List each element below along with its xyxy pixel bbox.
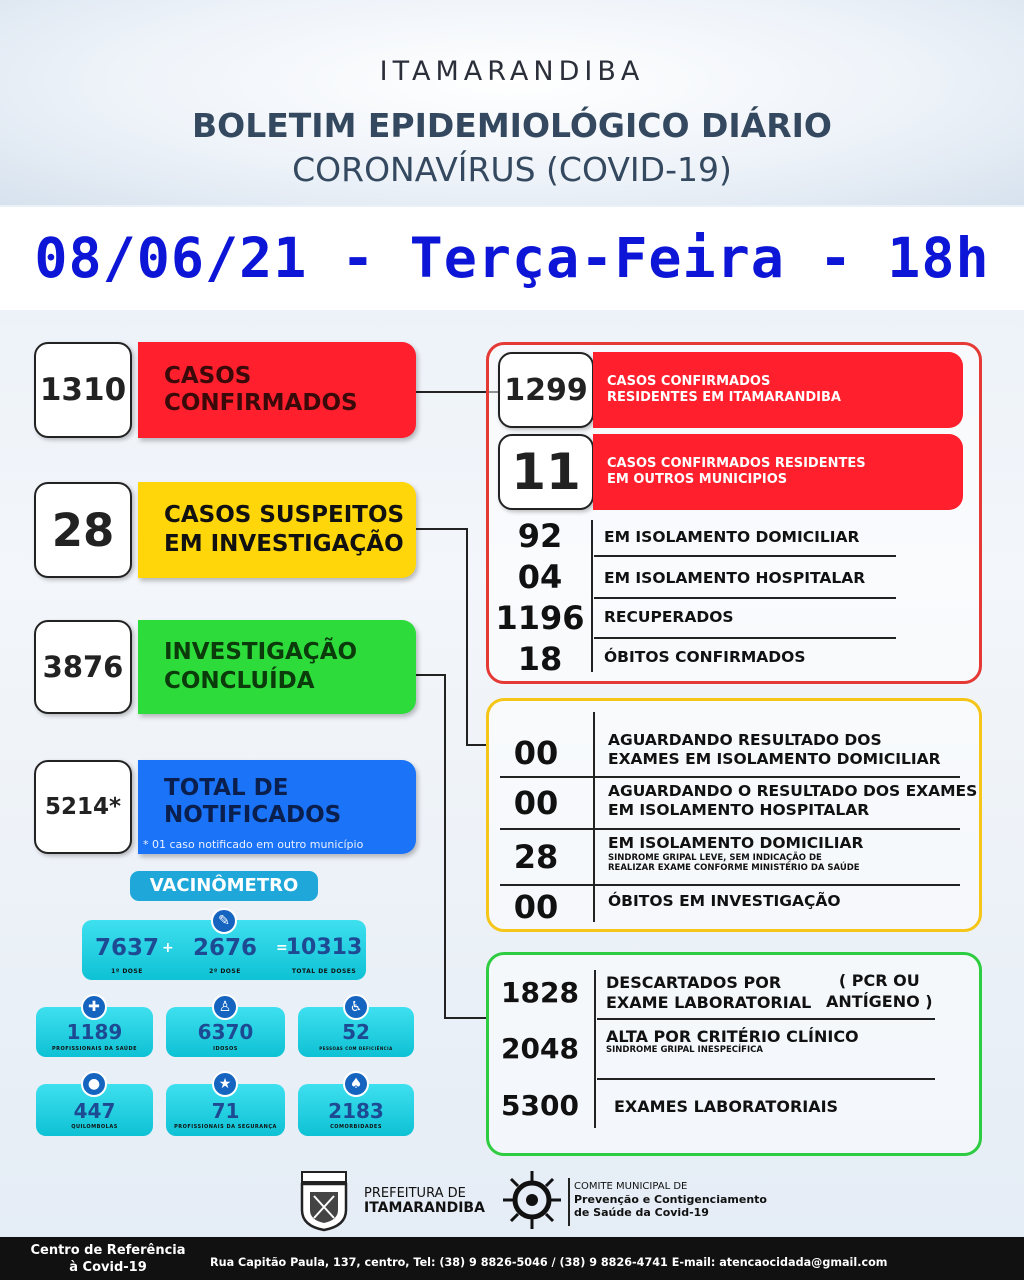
divider xyxy=(591,520,593,672)
suspect-label-2: EM INVESTIGAÇÃO xyxy=(164,531,404,557)
plus-sign: + xyxy=(162,940,174,956)
city-coat-of-arms-logo xyxy=(296,1170,352,1232)
deaths-investigation-count: 00 xyxy=(513,888,559,926)
test-type-line2: ANTÍGENO ) xyxy=(826,992,933,1011)
elderly-icon: ♙ xyxy=(212,994,238,1020)
virus-logo xyxy=(500,1168,564,1232)
residents-card xyxy=(593,352,963,428)
divider xyxy=(597,1018,935,1020)
vaccine-meter-title: VACINÔMETRO xyxy=(130,871,318,901)
concluded-card xyxy=(138,620,416,714)
dose2-count: 2676 xyxy=(192,935,257,961)
group-elderly-count: 6370 xyxy=(197,1020,254,1044)
group-elderly-label: IDOSOS xyxy=(213,1046,238,1052)
health-worker-icon: ✚ xyxy=(81,994,107,1020)
mild-isolation-label xyxy=(608,834,863,873)
connector-line xyxy=(444,1017,488,1019)
group-health-count: 1189 xyxy=(66,1020,123,1044)
clinical-discharge-label xyxy=(606,1027,859,1055)
divider xyxy=(597,1078,935,1080)
hospital-isolation-count: 04 xyxy=(517,558,563,596)
reference-center xyxy=(8,1242,208,1276)
prefeitura-line1: PREFEITURA DE xyxy=(364,1186,466,1201)
city-name: ITAMARANDIBA xyxy=(379,56,645,87)
awaiting-hospital-line1: AGUARDANDO O RESULTADO DOS EXAMES xyxy=(608,782,978,800)
page-title: BOLETIM EPIDEMIOLÓGICO DIÁRIO xyxy=(192,106,832,145)
group-quilombolas-label: QUILOMBOLAS xyxy=(71,1124,118,1130)
divider xyxy=(594,555,896,557)
divider xyxy=(500,884,960,886)
clinical-discharge-note: SINDROME GRIPAL INESPECÍFICA xyxy=(606,1045,763,1055)
residents-label-2: RESIDENTES EM ITAMARANDIBA xyxy=(607,390,841,405)
person-icon: ● xyxy=(81,1071,107,1097)
total-doses-label: TOTAL DE DOSES xyxy=(291,968,357,975)
concluded-count: 3876 xyxy=(34,620,132,714)
group-comorbidities-label: COMORBIDADES xyxy=(330,1124,382,1130)
connector-line xyxy=(415,528,467,530)
suspect-count: 28 xyxy=(34,482,132,578)
divider xyxy=(500,828,960,830)
awaiting-hospital-line2: EM ISOLAMENTO HOSPITALAR xyxy=(608,801,870,819)
test-type-note xyxy=(826,970,933,1012)
notified-label-1: TOTAL DE xyxy=(164,775,289,801)
home-isolation-count: 92 xyxy=(517,517,563,555)
awaiting-hospital-label xyxy=(608,782,977,820)
discarded-line1: DESCARTADOS POR xyxy=(606,973,782,992)
footer-address: Rua Capitão Paula, 137, centro, Tel: (38) 9 8826-5046 / (38) 9 8826-4741 E-mail: atencaocidada@gmail.com xyxy=(210,1256,888,1269)
connector-line xyxy=(444,674,446,1018)
connector-line xyxy=(415,674,445,676)
committee-text xyxy=(574,1180,767,1219)
police-icon: ★ xyxy=(212,1071,238,1097)
other-municipality-label-1: CASOS CONFIRMADOS RESIDENTES xyxy=(607,456,866,471)
awaiting-home-line1: AGUARDANDO RESULTADO DOS xyxy=(608,731,882,749)
concluded-label-1: INVESTIGAÇÃO xyxy=(164,639,358,665)
dose1-label: 1º DOSE xyxy=(111,968,143,975)
lab-exams-count: 5300 xyxy=(501,1089,579,1122)
connector-line xyxy=(466,744,488,746)
divider xyxy=(594,970,596,1128)
lab-exams-label: EXAMES LABORATORIAIS xyxy=(614,1097,839,1116)
syringe-icon: ✎ xyxy=(211,908,237,934)
dose1-count: 7637 xyxy=(94,935,159,961)
date-banner: 08/06/21 - Terça-Feira - 18h xyxy=(0,207,1024,310)
committee-line2: Prevenção e Contigenciamento xyxy=(574,1193,767,1206)
discarded-line2: EXAME LABORATORIAL xyxy=(606,993,812,1012)
confirmed-count: 1310 xyxy=(34,342,132,438)
awaiting-home-line2: EXAMES EM ISOLAMENTO DOMICILIAR xyxy=(608,750,941,768)
confirmed-label-1: CASOS xyxy=(164,363,252,389)
other-municipality-label-2: EM OUTROS MUNICIPIOS xyxy=(607,472,788,487)
divider xyxy=(593,712,595,922)
residents-label-1: CASOS CONFIRMADOS xyxy=(607,374,771,389)
page-subtitle: CORONAVÍRUS (COVID-19) xyxy=(292,150,732,189)
mild-isolation-line1: EM ISOLAMENTO DOMICILIAR xyxy=(608,834,864,852)
deaths-investigation-label: ÓBITOS EM INVESTIGAÇÃO xyxy=(608,892,841,910)
clinical-discharge-count: 2048 xyxy=(501,1032,579,1065)
group-disability-count: 52 xyxy=(342,1020,370,1044)
total-doses-count: 10313 xyxy=(285,935,363,960)
discarded-label xyxy=(606,973,811,1013)
group-comorbidities-count: 2183 xyxy=(328,1099,384,1123)
equals-sign: = xyxy=(276,940,288,956)
other-municipality-card xyxy=(593,434,963,510)
mild-isolation-note2: REALIZAR EXAME CONFORME MINISTÉRIO DA SAÚDE xyxy=(608,863,860,873)
divider xyxy=(594,637,896,639)
prefeitura-line2: ITAMARANDIBA xyxy=(364,1200,485,1216)
home-isolation-label: EM ISOLAMENTO DOMICILIAR xyxy=(604,528,860,546)
divider xyxy=(500,776,960,778)
committee-line3: de Saúde da Covid-19 xyxy=(574,1206,709,1219)
clinical-discharge-line1: ALTA POR CRITÉRIO CLÍNICO xyxy=(606,1027,859,1046)
group-security-count: 71 xyxy=(211,1099,240,1123)
divider xyxy=(594,597,896,599)
lungs-icon: ♠ xyxy=(343,1071,369,1097)
suspect-label-1: CASOS SUSPEITOS xyxy=(164,502,405,528)
notified-label-2: NOTIFICADOS xyxy=(164,802,342,828)
committee-line1: COMITE MUNICIPAL DE xyxy=(574,1181,688,1192)
mild-isolation-count: 28 xyxy=(513,838,559,876)
notified-count: 5214* xyxy=(34,760,132,854)
awaiting-home-count: 00 xyxy=(513,734,559,772)
concluded-label-2: CONCLUÍDA xyxy=(164,668,315,694)
test-type-line1: ( PCR OU xyxy=(838,971,920,990)
confirmed-card xyxy=(138,342,416,438)
reference-center-line2: à Covid-19 xyxy=(69,1260,147,1275)
prefeitura-text xyxy=(364,1186,485,1216)
confirmed-label-2: CONFIRMADOS xyxy=(164,390,358,416)
awaiting-home-label xyxy=(608,731,941,769)
deaths-label: ÓBITOS CONFIRMADOS xyxy=(604,648,806,666)
group-health-label: PROFISSIONAIS DA SAÚDE xyxy=(51,1046,138,1052)
reference-center-line1: Centro de Referência xyxy=(30,1243,186,1258)
notified-note: * 01 caso notificado em outro município xyxy=(143,838,364,851)
discarded-count: 1828 xyxy=(501,976,579,1009)
awaiting-hospital-count: 00 xyxy=(513,784,559,822)
mild-isolation-note1: SINDROME GRIPAL LEVE, SEM INDICAÇÃO DE xyxy=(608,853,822,863)
dose2-label: 2º DOSE xyxy=(209,968,241,975)
residents-count: 1299 xyxy=(498,352,594,428)
recovered-count: 1196 xyxy=(495,599,585,637)
connector-line xyxy=(466,528,468,745)
wheelchair-icon: ♿ xyxy=(343,994,369,1020)
group-disability-label: PESSOAS COM DEFICIÊNCIA xyxy=(319,1046,393,1051)
group-security-label: PROFISSIONAIS DA SEGURANÇA xyxy=(174,1124,277,1130)
hospital-isolation-label: EM ISOLAMENTO HOSPITALAR xyxy=(604,569,866,587)
group-quilombolas-count: 447 xyxy=(73,1099,116,1123)
other-municipality-count: 11 xyxy=(498,434,594,510)
suspect-card xyxy=(138,482,416,578)
logo-divider xyxy=(568,1178,570,1226)
deaths-count: 18 xyxy=(517,640,563,678)
recovered-label: RECUPERADOS xyxy=(604,608,734,626)
